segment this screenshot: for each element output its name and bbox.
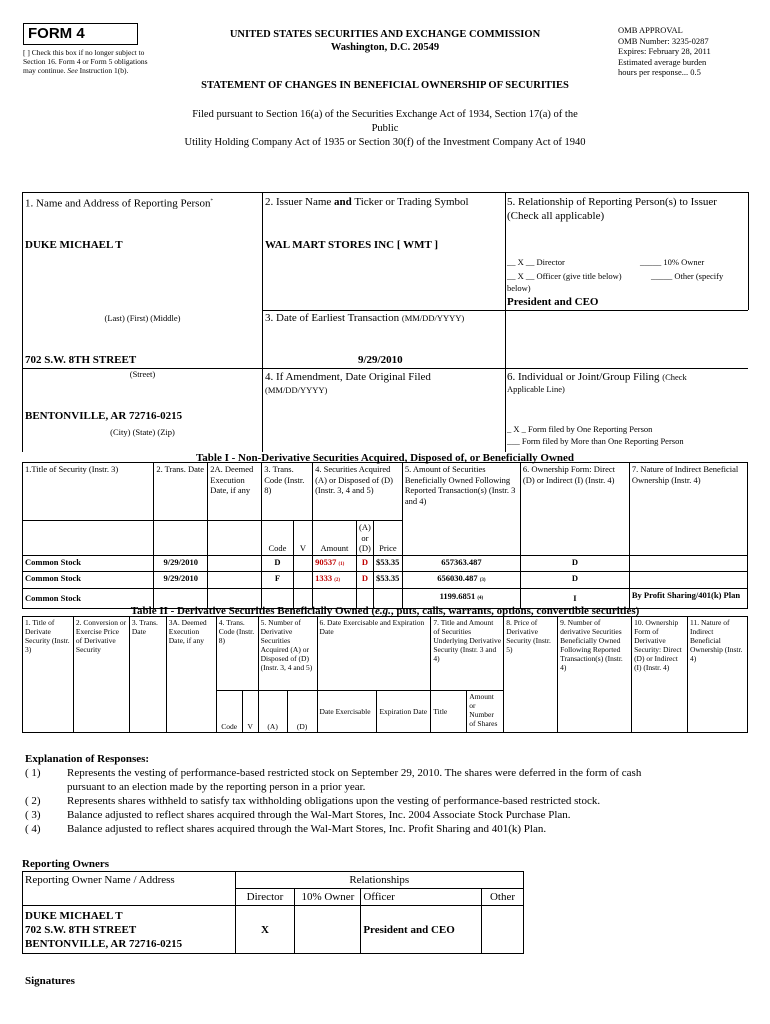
box1-label: 1. Name and Address of Reporting Person* xyxy=(25,197,213,210)
reporting-owners-heading: Reporting Owners xyxy=(22,858,110,870)
t2-sub-code: Code xyxy=(216,691,242,733)
box6-label: 6. Individual or Joint/Group Filing (Check xyxy=(507,371,687,383)
table-row: Common Stock 1199.6851 (4) I By Profit Sharing/401(k) Plan xyxy=(23,588,748,608)
checkbox-note: [ ] Check this box if no longer subject to Section 16. Form 4 or Form 5 obligations may continue. See Instruction 1(b). xyxy=(23,48,148,75)
box4-format: (MM/DD/YYYY) xyxy=(265,385,328,395)
t2-header-price: 8. Price of Derivative Security (Instr. 5) xyxy=(504,617,558,733)
t2-header-underlying: 7. Title and Amount of Securities Underlying Derivative Security (Instr. 3 and 4) xyxy=(431,617,504,691)
t2-header-date: 3. Trans. Date xyxy=(129,617,166,733)
t1-sub-aord: (A) or (D) xyxy=(356,521,373,556)
owners-col-name: Reporting Owner Name / Address xyxy=(23,872,236,906)
issuer-name: WAL MART STORES INC [ WMT ] xyxy=(265,239,439,251)
reporting-owners-table xyxy=(22,871,524,954)
omb-approval: OMB APPROVAL OMB Number: 3235-0287 Expires: February 28, 2011 Estimated average burden hours per response... 0.5 xyxy=(618,25,711,77)
other-checkbox: _____ Other (specify xyxy=(651,271,724,281)
t2-sub-expiration: Expiration Date xyxy=(377,691,431,733)
owner-officer: President and CEO xyxy=(361,906,482,954)
t2-sub-amount: Amount or Number of Shares xyxy=(467,691,504,733)
t1-header-ownership-form: 6. Ownership Form: Direct (D) or Indirect (I) (Instr. 4) xyxy=(520,463,629,556)
t2-header-number: 5. Number of Derivative Securities Acquired (A) or Disposed of (D) (Instr. 3, 4 and 5) xyxy=(258,617,317,691)
t2-header-nature: 11. Nature of Indirect Beneficial Ownership (Instr. 4) xyxy=(687,617,747,733)
table2-title: Table II - Derivative Securities Beneficially Owned (e.g., puts, calls, warrants, options, convertible securities) xyxy=(130,605,640,617)
city-state-zip: BENTONVILLE, AR 72716-0215 xyxy=(25,410,183,422)
owners-col-other: Other xyxy=(482,889,524,906)
officer-title: President and CEO xyxy=(507,296,599,308)
list-item: ( 2) Represents shares withheld to satisfy tax withholding obligations upon the vesting of performance-based restricted stock. xyxy=(25,795,601,807)
one-person-filing: _ X _ Form filed by One Reporting Person xyxy=(507,424,653,434)
group-filing: ___ Form filed by More than One Reporting Person xyxy=(507,436,684,446)
t1-header-date: 2. Trans. Date xyxy=(154,463,208,521)
t2-sub-v: V xyxy=(242,691,258,733)
earliest-transaction-date: 9/29/2010 xyxy=(358,354,403,366)
t1-header-title: 1.Title of Security (Instr. 3) xyxy=(23,463,154,521)
list-item: ( 3) Balance adjusted to reflect shares acquired through the Wal-Mart Stores, Inc. 2004 Associate Stock Purchase Plan. xyxy=(25,809,571,821)
t1-header-deemed: 2A. Deemed Execution Date, if any xyxy=(208,463,262,521)
t1-sub-price: Price xyxy=(373,521,402,556)
explanation-heading: Explanation of Responses: xyxy=(25,753,150,765)
form-title: FORM 4 xyxy=(23,23,138,45)
t2-header-deemed: 3A. Deemed Execution Date, if any xyxy=(166,617,216,733)
list-item: ( 1) Represents the vesting of performance-based restricted stock on September 29, 2010. The shares were deferred in the form of cash xyxy=(25,767,642,779)
filed-line3: Utility Holding Company Act of 1935 or Section 30(f) of the Investment Company Act of 1940 xyxy=(184,137,586,148)
owner-name-address: DUKE MICHAEL T 702 S.W. 8TH STREET BENTONVILLE, AR 72716-0215 xyxy=(23,906,236,954)
filed-line1: Filed pursuant to Section 16(a) of the Securities Exchange Act of 1934, Section 17(a) of the xyxy=(192,109,578,120)
t1-sub-v: V xyxy=(293,521,312,556)
name-format: (Last) (First) (Middle) xyxy=(104,313,181,323)
t2-header-conversion: 2. Conversion or Exercise Price of Derivative Security xyxy=(73,617,129,733)
box3-label: 3. Date of Earliest Transaction (MM/DD/YYYY) xyxy=(265,312,465,324)
table-row xyxy=(23,906,524,954)
owner-director: X xyxy=(235,906,295,954)
table-row: Common Stock 9/29/2010 F 1333 (2) D $53.35 656030.487 (3) D xyxy=(23,572,748,589)
box5-sub: (Check all applicable) xyxy=(507,210,605,222)
t2-header-owned: 9. Number of derivative Securities Beneficially Owned Following Reported Transaction(s) (Instr. 4) xyxy=(558,617,632,733)
t1-header-nature: 7. Nature of Indirect Beneficial Ownership (Instr. 4) xyxy=(629,463,747,556)
t2-sub-d: (D) xyxy=(287,691,317,733)
box6-applicable: Applicable Line) xyxy=(507,384,565,394)
box5-label: 5. Relationship of Reporting Person(s) to Issuer xyxy=(507,196,717,208)
agency-line1: UNITED STATES SECURITIES AND EXCHANGE COMMISSION xyxy=(229,29,541,40)
box2-label: 2. Issuer Name and Ticker or Trading Symbol xyxy=(265,196,469,208)
t2-header-code: 4. Trans. Code (Instr. 8) xyxy=(216,617,258,691)
t1-sub-amount: Amount xyxy=(313,521,357,556)
owners-col-10pct: 10% Owner xyxy=(295,889,361,906)
list-item: ( 4) Balance adjusted to reflect shares acquired through the Wal-Mart Stores, Inc. Profit Sharing and 401(k) Plan. xyxy=(25,823,547,835)
list-item: pursuant to an election made by the reporting person in a prior year. xyxy=(67,781,366,793)
t2-sub-a: (A) xyxy=(258,691,287,733)
street-address: 702 S.W. 8TH STREET xyxy=(25,354,137,366)
city-label: (City) (State) (Zip) xyxy=(110,427,175,437)
t2-header-title: 1. Title of Derivate Security (Instr. 3) xyxy=(23,617,74,733)
t2-header-ownership-form: 10. Ownership Form of Derivative Security: Direct (D) or Indirect (I) (Instr. 4) xyxy=(632,617,688,733)
table2 xyxy=(22,616,748,733)
below-label: below) xyxy=(507,283,531,293)
agency-line2: Washington, D.C. 20549 xyxy=(330,42,440,53)
t2-header-exercisable: 6. Date Exercisable and Expiration Date xyxy=(317,617,431,691)
owners-col-director: Director xyxy=(235,889,295,906)
t1-header-securities: 4. Securities Acquired (A) or Disposed of (D) (Instr. 3, 4 and 5) xyxy=(313,463,403,521)
table1-title: Table I - Non-Derivative Securities Acquired, Disposed of, or Beneficially Owned xyxy=(195,452,575,464)
box4-label: 4. If Amendment, Date Original Filed xyxy=(265,371,431,383)
reporting-person-name: DUKE MICHAEL T xyxy=(25,239,123,251)
t2-sub-title: Title xyxy=(431,691,467,733)
signatures-heading: Signatures xyxy=(25,975,75,987)
owners-col-officer: Officer xyxy=(361,889,482,906)
t1-header-amount-owned: 5. Amount of Securities Beneficially Owned Following Reported Transaction(s) (Instr. 3 and 4) xyxy=(402,463,520,556)
statement-title: STATEMENT OF CHANGES IN BENEFICIAL OWNERSHIP OF SECURITIES xyxy=(201,80,569,91)
director-checkbox: __ X __ Director xyxy=(507,257,565,267)
street-label: (Street) xyxy=(129,369,156,379)
ten-percent-owner-checkbox: _____ 10% Owner xyxy=(640,257,705,267)
table1 xyxy=(22,462,748,609)
t1-header-code: 3. Trans. Code (Instr. 8) xyxy=(262,463,313,521)
table-row: Common Stock 9/29/2010 D 90537 (1) D $53.35 657363.487 D xyxy=(23,555,748,572)
explanation-list xyxy=(25,766,755,836)
owners-col-relationships: Relationships xyxy=(235,872,523,889)
officer-checkbox: __ X __ Officer (give title below) xyxy=(507,271,622,281)
filed-line2: Public xyxy=(371,123,399,134)
t2-sub-date-exercisable: Date Exercisable xyxy=(317,691,377,733)
t1-sub-code: Code xyxy=(262,521,294,556)
